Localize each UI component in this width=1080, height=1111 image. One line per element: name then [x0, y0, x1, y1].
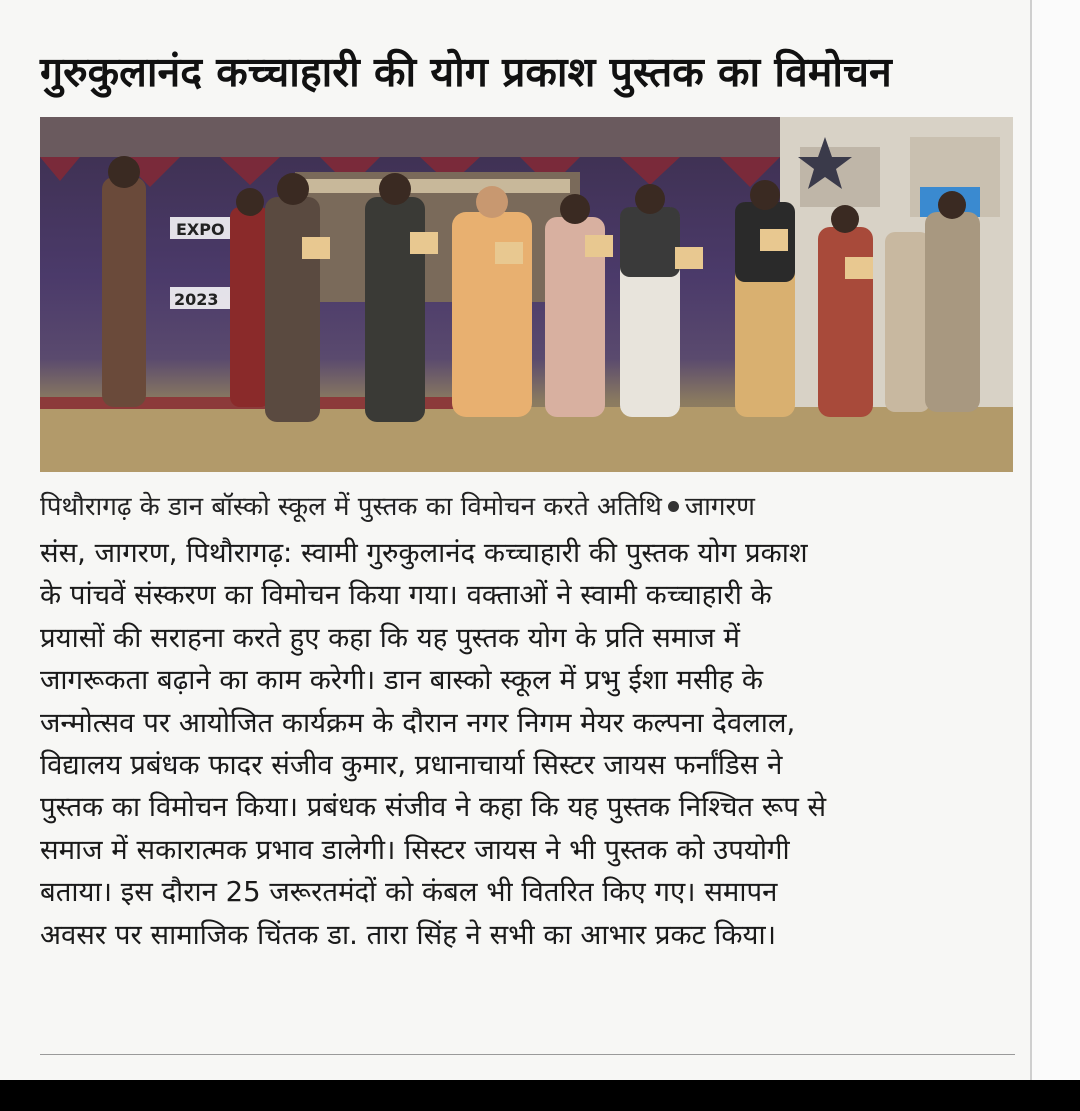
- photo-caption: [40, 486, 1020, 528]
- bottom-rule: [40, 1054, 1015, 1055]
- body-line: पुस्तक का विमोचन किया। प्रबंधक संजीव ने कहा कि यह पुस्तक निश्चित रूप से: [40, 791, 827, 824]
- caption-bullet-icon: [668, 501, 679, 512]
- body-line: प्रयासों की सराहना करते हुए कहा कि यह पुस्तक योग के प्रति समाज में: [40, 621, 740, 654]
- banner-fragment-year: 2023: [174, 290, 219, 309]
- article-headline: गुरुकुलानंद कच्चाहारी की योग प्रकाश पुस्तक का विमोचन: [40, 48, 892, 96]
- caption-text: पिथौरागढ़ के डान बॉस्को स्कूल में पुस्तक का विमोचन करते अतिथि: [40, 492, 662, 522]
- body-line: संस, जागरण, पिथौरागढ़: स्वामी गुरुकुलानंद कच्चाहारी की पुस्तक योग प्रकाश: [40, 537, 808, 569]
- body-line: विद्यालय प्रबंधक फादर संजीव कुमार, प्रधानाचार्या सिस्टर जायस फर्नांडिस ने: [40, 749, 783, 782]
- body-line: समाज में सकारात्मक प्रभाव डालेगी। सिस्टर जायस ने भी पुस्तक को उपयोगी: [40, 833, 790, 866]
- background-strip: [1032, 0, 1080, 1080]
- screen-bottom-bar: [0, 1080, 1080, 1111]
- body-line: के पांचवें संस्करण का विमोचन किया गया। वक्ताओं ने स्वामी कच्चाहारी के: [40, 579, 772, 612]
- banner-fragment-expo: EXPO: [176, 220, 225, 239]
- body-line: बताया। इस दौरान 25 जरूरतमंदों को कंबल भी वितरित किए गए। समापन: [40, 876, 778, 909]
- article-body: [40, 532, 1015, 956]
- caption-credit: जागरण: [684, 492, 755, 522]
- body-line: जन्मोत्सव पर आयोजित कार्यक्रम के दौरान नगर निगम मेयर कल्पना देवलाल,: [40, 706, 796, 739]
- news-photo: [40, 117, 1013, 472]
- body-line: अवसर पर सामाजिक चिंतक डा. तारा सिंह ने सभी का आभार प्रकट किया।: [40, 918, 776, 951]
- body-line: जागरूकता बढ़ाने का काम करेगी। डान बास्को स्कूल में प्रभु ईशा मसीह के: [40, 664, 764, 697]
